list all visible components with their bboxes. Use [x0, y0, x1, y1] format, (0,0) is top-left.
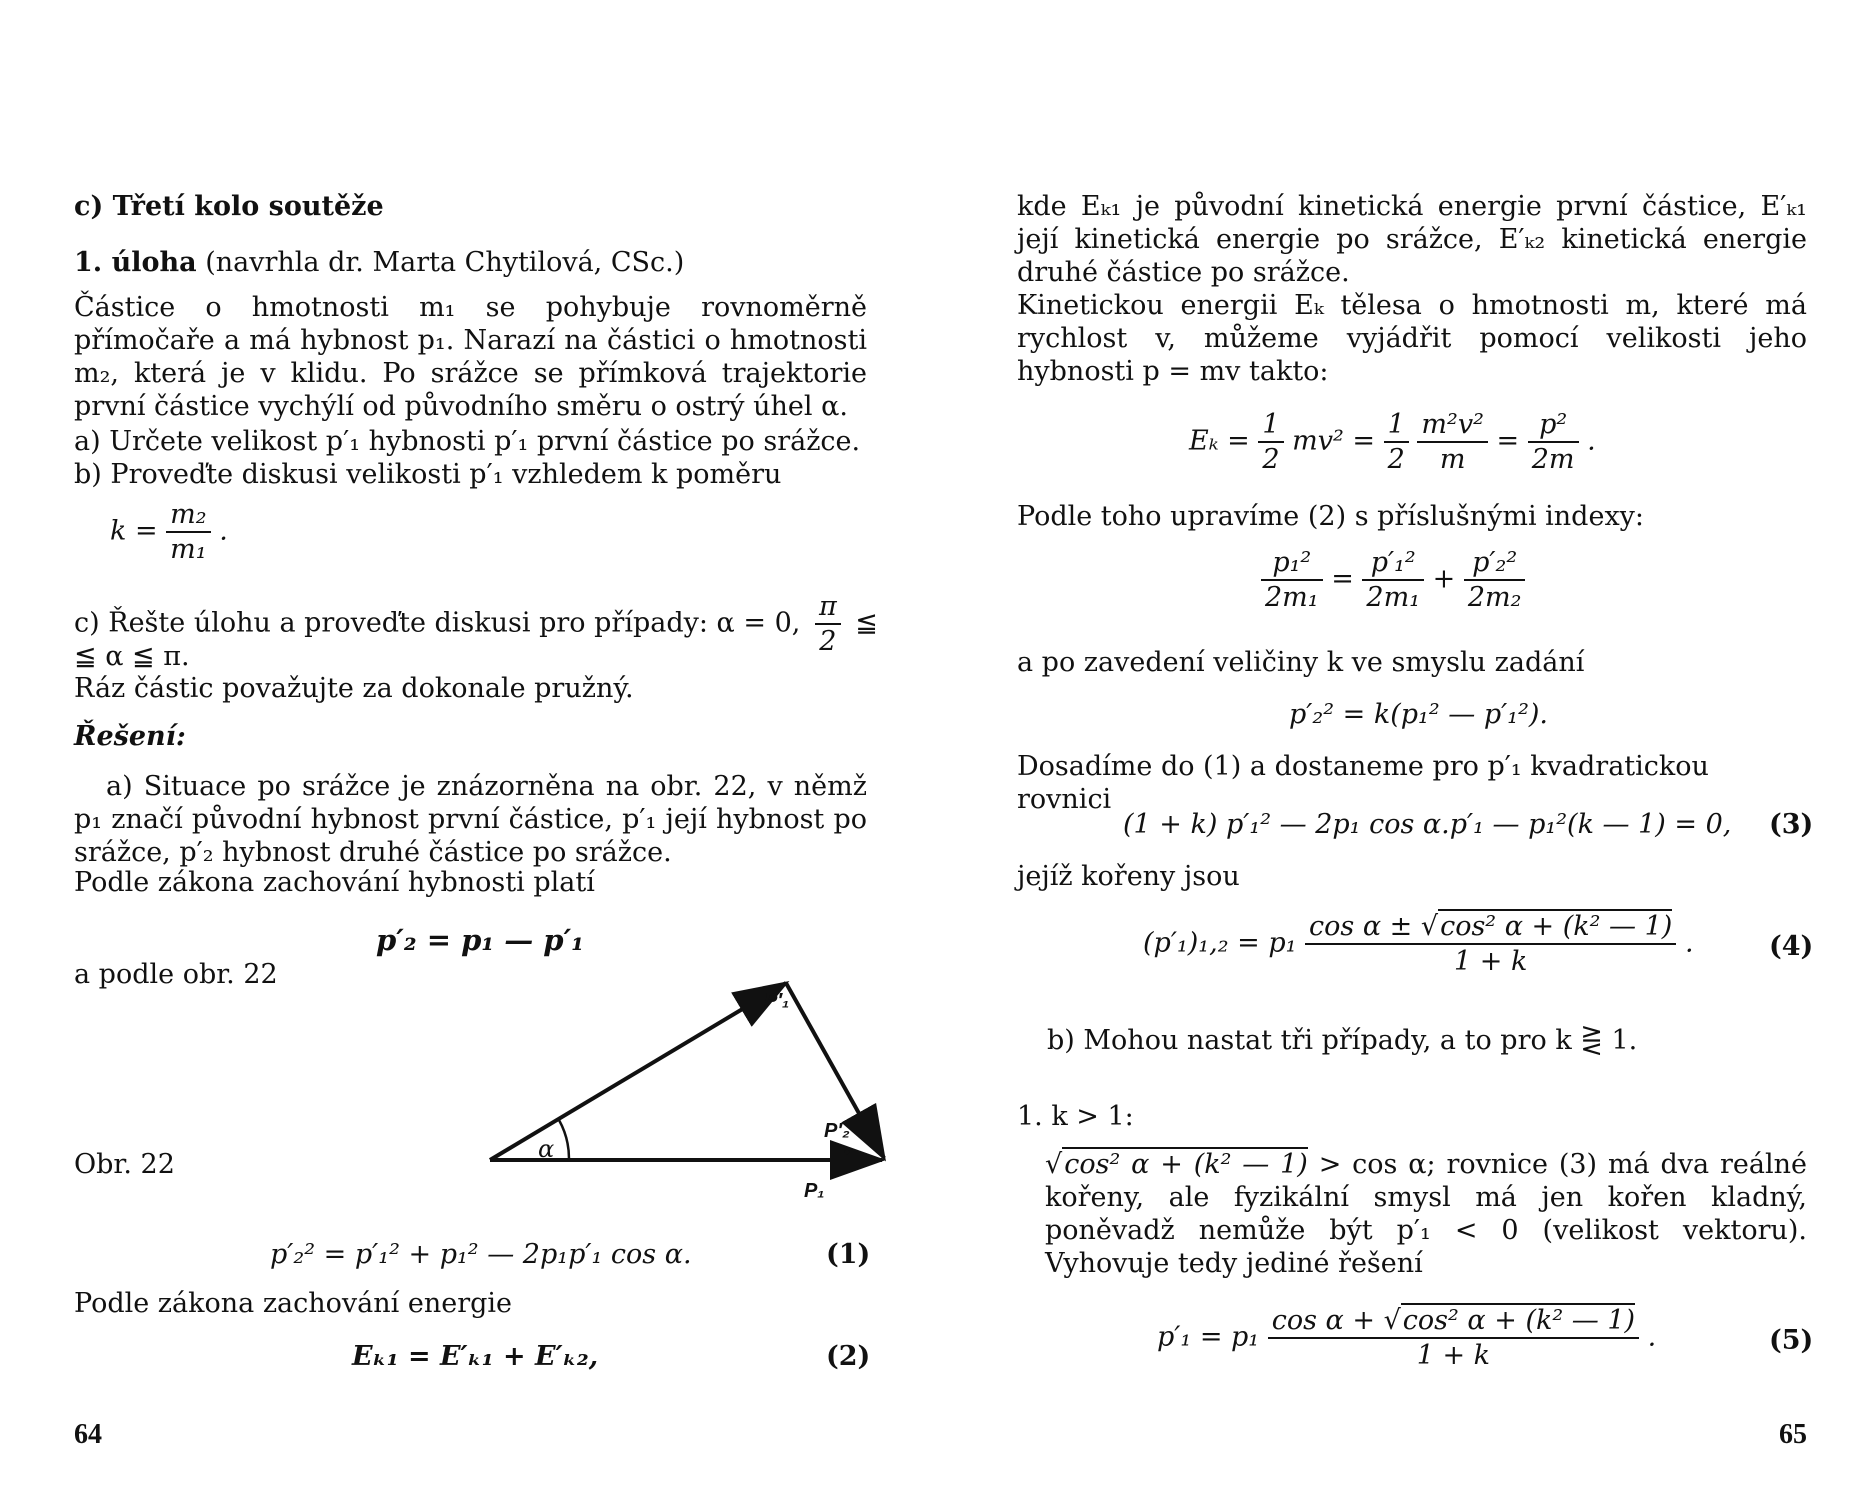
per-figure-text: a podle obr. 22 — [74, 959, 278, 990]
energy-momentum-equation — [1261, 546, 1525, 614]
task-author: (navrhla dr. Marta Chytilová, CSc.) — [205, 247, 685, 278]
momentum-law-text: Podle zákona zachování hybnosti platí — [74, 867, 595, 898]
ek-fraction-m2v2 — [1417, 408, 1488, 476]
ek-f3-den: m — [1439, 444, 1466, 475]
case-1-paragraph — [1045, 1148, 1807, 1280]
eq4-fraction — [1305, 910, 1676, 978]
right-page — [1017, 0, 1814, 1500]
eq5-radicand: cos² α + (k² — 1) — [1402, 1305, 1636, 1336]
cases-text: b) Mohou nastat tři případy, a to pro k ⋛ 1. — [1047, 1025, 1638, 1056]
right-angle-dot — [845, 1150, 850, 1155]
eq4-num-text: cos α ± √ — [1309, 911, 1439, 942]
e3-f1-den: 2m₁ — [1265, 582, 1319, 613]
equation-5-number: (5) — [1769, 1325, 1814, 1356]
equation-5 — [1157, 1304, 1656, 1372]
e3-plus: + — [1432, 563, 1456, 595]
e3-fraction-2 — [1362, 546, 1424, 614]
ek-f2-num: 1 — [1384, 408, 1409, 443]
k-fraction — [166, 498, 210, 566]
eq5-lhs: p′₁ = p₁ — [1157, 1321, 1260, 1353]
equation-3: (1 + k) p′₁² — 2p₁ cos α.p′₁ — p₁²(k — 1) = 0, — [1123, 809, 1732, 840]
ek-lhs: Eₖ = — [1189, 425, 1250, 457]
equation-4-number: (4) — [1769, 931, 1814, 962]
equation-2: Eₖ₁ = E′ₖ₁ + E′ₖ₂, — [352, 1341, 599, 1372]
equation-3-number: (3) — [1769, 809, 1814, 840]
vector-p1-prime — [490, 983, 786, 1160]
fig-label-p1: P₁ — [804, 1180, 825, 1202]
fig-label-p1-prime: P′₁ — [764, 990, 790, 1012]
eq5-numerator — [1268, 1304, 1639, 1339]
eq4-end: . — [1684, 927, 1694, 959]
k-ratio-equation: k = $\frac{\text{m₂}}{\text{m₁}}$ . — [110, 499, 228, 565]
k-introduction-text: a po zavedení veličiny k ve smyslu zadání — [1017, 647, 1585, 678]
task-label: 1. úloha — [74, 247, 197, 278]
figure-caption: Obr. 22 — [74, 1149, 175, 1180]
e3-f1-num: p₁² — [1261, 546, 1323, 581]
ek-f4-den: 2m — [1531, 444, 1575, 475]
ek-mv2: mv² = — [1292, 425, 1376, 457]
task-item-c-continued: ≦ α ≦ π. — [74, 641, 190, 672]
left-page — [74, 0, 878, 1500]
momentum-vector-equation: p′₂ = p₁ — p′₁ — [376, 923, 584, 957]
fig-label-p2-prime: P′₂ — [824, 1120, 850, 1142]
equation-1: p′₂² = p′₁² + p₁² — 2p₁p′₁ cos α. — [270, 1239, 692, 1270]
kinetic-energy-paragraph: Kinetickou energii Eₖ tělesa o hmotnosti m, které má rychlost v, můžeme vyjádřit pomocí velikosti jeho hybnosti p = mv takto: — [1017, 290, 1807, 387]
eq4-radicand: cos² α + (k² — 1) — [1440, 911, 1673, 942]
e3-f3-den: 2m₂ — [1467, 582, 1522, 613]
page-number-right: 65 — [1779, 1419, 1807, 1450]
equation-4 — [1143, 910, 1694, 978]
collision-note: Ráz částic považujte za dokonale pružný. — [74, 673, 634, 704]
adjust-text: Podle toho upravíme (2) s příslušnými indexy: — [1017, 501, 1645, 532]
energy-law-text: Podle zákona zachování energie — [74, 1288, 513, 1319]
angle-arc — [559, 1120, 569, 1160]
eq5-num-text: cos α + √ — [1271, 1305, 1401, 1336]
eq5-end: . — [1647, 1321, 1657, 1353]
equation-2-number: (2) — [826, 1341, 871, 1372]
solution-a-paragraph: a) Situace po srážce je znázorněna na obr. 22, v němž p₁ značí původní hybnost první částice, p′₁ její hybnost po srážce, p′₂ hybnost druhé částice po srážce. — [74, 771, 867, 868]
fig-label-alpha: α — [538, 1135, 555, 1163]
e3-f3-num: p′₂² — [1464, 546, 1526, 581]
ek-end: . — [1587, 425, 1596, 457]
eq5-denominator: 1 + k — [1416, 1340, 1491, 1371]
task-item-c — [74, 590, 878, 658]
e3-fraction-3 — [1464, 546, 1526, 614]
ek-f2-den: 2 — [1387, 444, 1405, 475]
e3-f2-den: 2m₁ — [1366, 582, 1421, 613]
ek-fraction-p2 — [1528, 408, 1579, 476]
roots-text: jejíž kořeny jsou — [1017, 861, 1240, 892]
task-paragraph: Částice o hmotnosti m₁ se pohybuje rovnoměrně přímočaře a má hybnost p₁. Narazí na částici o hmotnosti m₂, která je v klidu. Po srážce se přímková trajektorie první částice vychýlí od původního směru o ostrý úhel α. — [74, 292, 867, 422]
e3-fraction-1 — [1261, 546, 1323, 614]
ek-fraction-half-2 — [1384, 408, 1409, 476]
leq-symbol: ≦ — [855, 607, 878, 639]
eq4-lhs: (p′₁)₁,₂ = p₁ — [1143, 927, 1297, 959]
k-substitution-equation: p′₂² = k(p₁² — p′₁²). — [1289, 699, 1549, 730]
task-item-b: b) Proveďte diskusi velikosti p′₁ vzhledem k poměru — [74, 459, 782, 490]
kinetic-energy-equation — [1189, 408, 1596, 476]
page-number-left: 64 — [74, 1419, 102, 1450]
ek-f3-num: m²v² — [1417, 408, 1488, 443]
case-1-text: > cos α; rovnice (3) má dva reálné kořeny, ale fyzikální smysl má jen kořen kladný, poněvadž nemůže být p′₁ < 0 (velikost vektoru). Vyhovuje tedy jediné řešení — [1045, 1149, 1807, 1279]
case-1-radicand: cos² α + (k² — 1) — [1064, 1149, 1308, 1180]
substitution-text: Dosadíme do (1) a dostaneme pro p′₁ kvadratickou rovnici — [1017, 751, 1709, 815]
figure-22-diagram — [474, 975, 894, 1215]
eq4-numerator — [1305, 910, 1676, 945]
eq5-fraction — [1268, 1304, 1639, 1372]
task-item-a: a) Určete velikost p′₁ hybnosti p′₁ první částice po srážce. — [74, 426, 861, 457]
k-denominator: m₁ — [170, 534, 207, 565]
ek-f4-num: p² — [1528, 408, 1579, 443]
ek-f1-num: 1 — [1258, 408, 1283, 443]
ek-f1-den: 2 — [1262, 444, 1280, 475]
ek-equals: = — [1496, 425, 1520, 457]
k-numerator: m₂ — [166, 498, 210, 533]
task-title — [74, 246, 867, 279]
energy-definition-paragraph: kde Eₖ₁ je původní kinetická energie první částice, E′ₖ₁ její kinetická energie po srážce, E′ₖ₂ kinetická energie druhé částice po srážce. — [1017, 191, 1807, 288]
equation-1-number: (1) — [826, 1239, 871, 1270]
pi-half-fraction — [815, 590, 841, 658]
ek-fraction-half-1 — [1258, 408, 1283, 476]
solution-heading: Řešení: — [74, 721, 186, 752]
task-item-c-text: c) Řešte úlohu a proveďte diskusi pro případy: α = 0, — [74, 607, 801, 639]
k-lhs: k = — [110, 515, 158, 547]
eq4-denominator: 1 + k — [1454, 946, 1528, 977]
pi-numerator: π — [815, 590, 841, 625]
case-1-heading: 1. k > 1: — [1017, 1101, 1134, 1132]
e3-equals: = — [1331, 563, 1354, 595]
e3-f2-num: p′₁² — [1362, 546, 1424, 581]
case-1-sqrt-symbol: √ — [1045, 1149, 1063, 1180]
section-heading: c) Třetí kolo soutěže — [74, 191, 384, 222]
pi-denominator: 2 — [819, 626, 837, 657]
